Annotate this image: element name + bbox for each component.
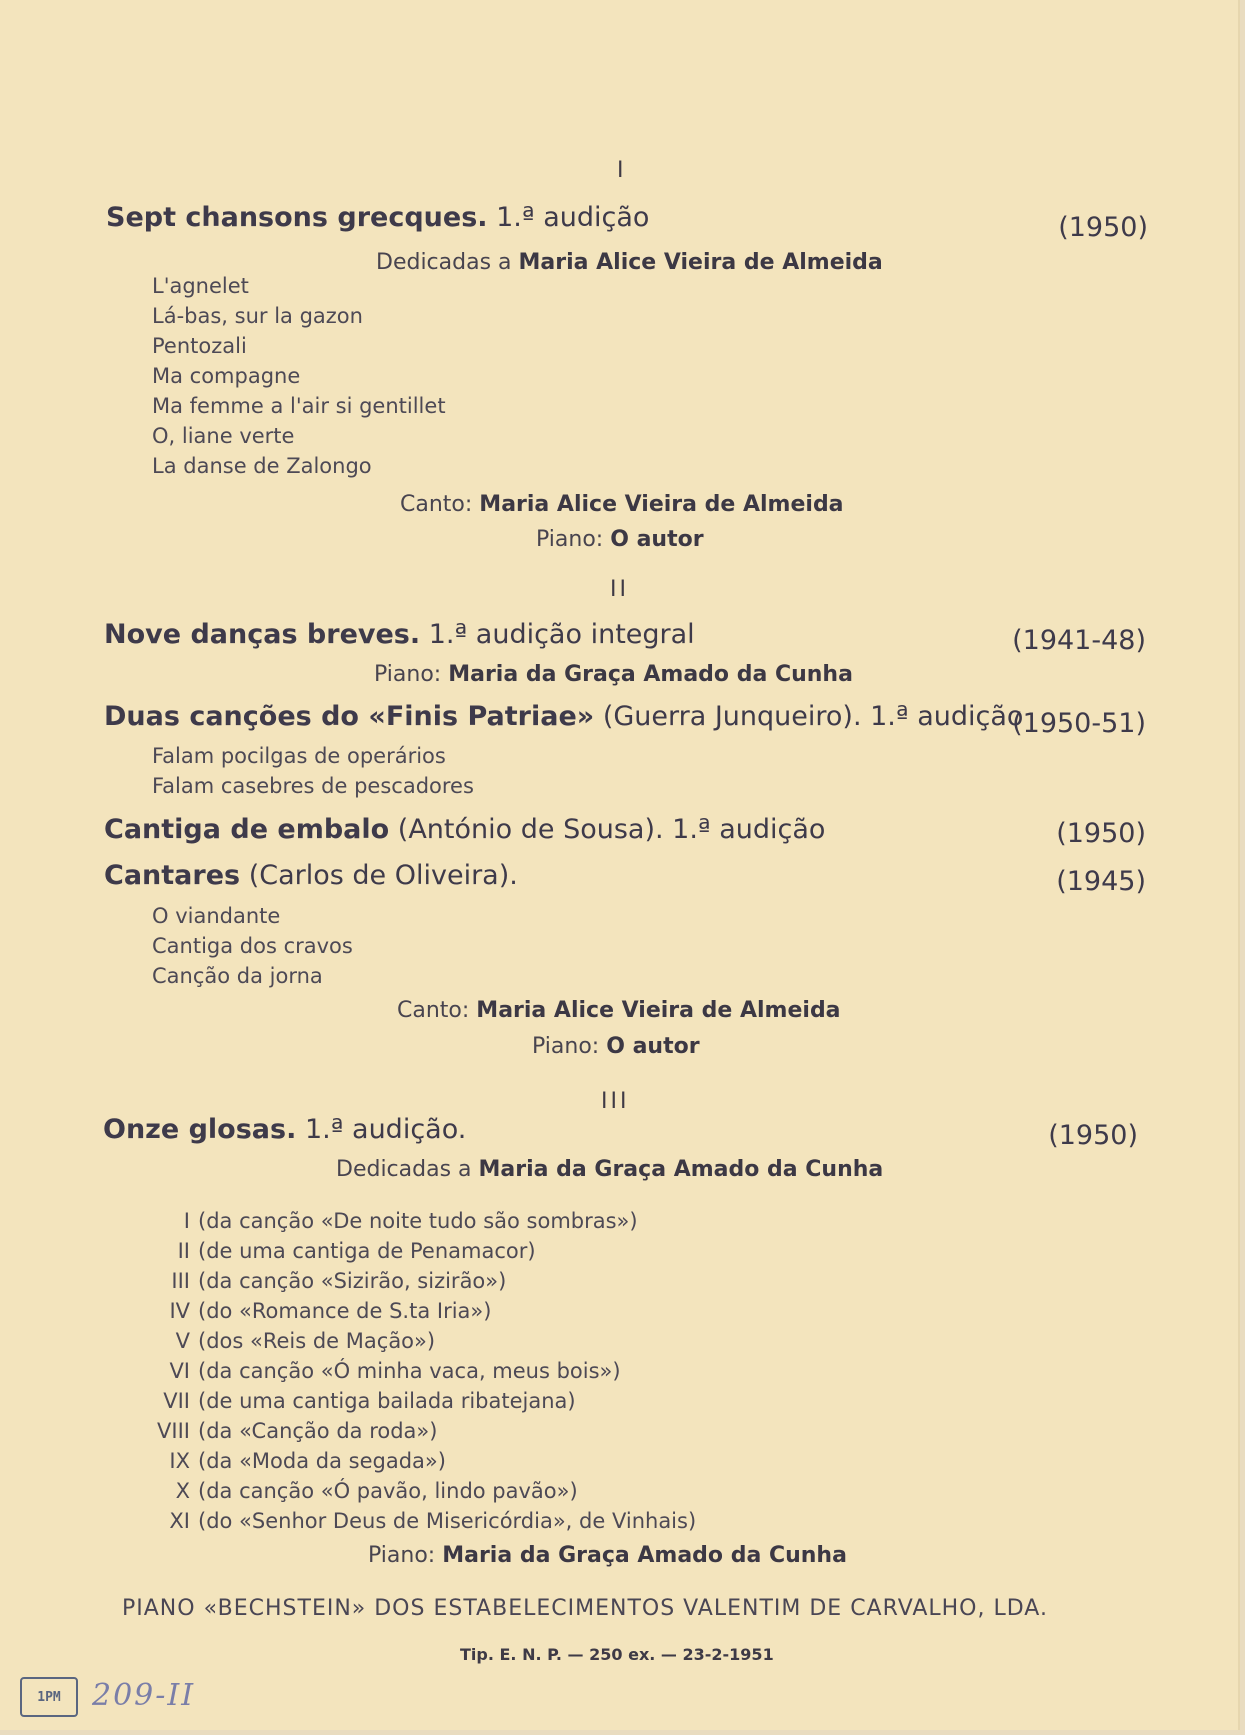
list-item: Falam pocilgas de operários	[152, 744, 446, 768]
work-year: (1945)	[1056, 866, 1146, 897]
performer-piano	[532, 1034, 700, 1059]
list-item: Cantiga dos cravos	[152, 934, 353, 958]
performer-piano	[536, 527, 704, 552]
work-note: 1.ª audição integral	[428, 619, 695, 650]
list-item	[140, 1236, 696, 1266]
performer-canto	[400, 492, 844, 517]
performer-label: Piano:	[532, 1034, 600, 1059]
glosa-text: (da «Canção da roda»)	[198, 1419, 438, 1443]
handwritten-reference: 209-II	[92, 1678, 196, 1713]
performer-canto	[397, 998, 841, 1023]
glosa-text: (da canção «Ó pavão, lindo pavão»)	[198, 1479, 578, 1503]
archive-stamp: 1PM	[20, 1677, 78, 1717]
glosa-number: IV	[169, 1299, 190, 1323]
glosa-text: (do «Senhor Deus de Misericórdia», de Vinhais)	[198, 1509, 697, 1533]
glosa-text: (da «Moda da segada»)	[198, 1449, 446, 1473]
work-title: Sept chansons grecques.	[106, 202, 488, 233]
list-item: Canção da jorna	[152, 964, 323, 988]
glosa-text: (da canção «Ó minha vaca, meus bois»)	[198, 1359, 621, 1383]
dedication	[336, 1157, 883, 1182]
work-year: (1950)	[1058, 212, 1148, 243]
performer-label: Piano:	[374, 662, 442, 687]
work-duas-cancoes	[104, 701, 1023, 732]
work-note: 1.ª audição	[496, 202, 650, 233]
work-title: Cantares	[104, 860, 241, 891]
performer-name: Maria Alice Vieira de Almeida	[479, 492, 844, 517]
performer-piano	[374, 662, 853, 687]
list-item	[140, 1446, 696, 1476]
list-item	[140, 1476, 696, 1506]
list-item	[140, 1206, 696, 1236]
dedication-prefix: Dedicadas a	[336, 1157, 472, 1182]
piano-notice: PIANO «BECHSTEIN» DOS ESTABELECIMENTOS VALENTIM DE CARVALHO, LDA.	[122, 1596, 1048, 1621]
performer-label: Canto:	[397, 998, 470, 1023]
work-year: (1941-48)	[1012, 625, 1146, 656]
work-year: (1950)	[1056, 818, 1146, 849]
dedication-prefix: Dedicadas a	[376, 250, 512, 275]
glosa-number: V	[175, 1329, 190, 1353]
list-item	[140, 1326, 696, 1356]
work-note: 1.ª audição.	[304, 1114, 467, 1145]
song-list	[152, 901, 353, 991]
glosa-number: II	[177, 1239, 190, 1263]
list-item	[140, 1356, 696, 1386]
dedication	[376, 250, 883, 275]
song-list	[152, 741, 474, 801]
performer-name: Maria da Graça Amado da Cunha	[442, 1543, 847, 1568]
list-item	[140, 1416, 696, 1446]
list-item: Ma compagne	[152, 364, 301, 388]
glosa-number: III	[171, 1269, 190, 1293]
list-item: Ma femme a l'air si gentillet	[152, 394, 446, 418]
work-cantiga-embalo	[104, 814, 825, 845]
work-cantares	[104, 860, 518, 891]
glosa-text: (da canção «Sizirão, sizirão»)	[198, 1269, 507, 1293]
list-item: La danse de Zalongo	[152, 454, 372, 478]
list-item: L'agnelet	[152, 274, 249, 298]
performer-name: O autor	[610, 527, 704, 552]
work-title: Cantiga de embalo	[104, 814, 390, 845]
work-note: (Guerra Junqueiro). 1.ª audição	[602, 701, 1024, 732]
work-note: (Carlos de Oliveira).	[248, 860, 518, 891]
glosa-list	[140, 1206, 696, 1536]
performer-piano	[368, 1543, 847, 1568]
work-nove-dancas	[104, 619, 695, 650]
performer-name: Maria da Graça Amado da Cunha	[448, 662, 853, 687]
section-3-numeral: III	[601, 1089, 630, 1114]
performer-name: Maria Alice Vieira de Almeida	[476, 998, 841, 1023]
list-item	[140, 1296, 696, 1326]
list-item: Falam casebres de pescadores	[152, 774, 474, 798]
glosa-number: X	[175, 1479, 190, 1503]
work-title: Duas canções do «Finis Patriae»	[104, 701, 595, 732]
glosa-number: VIII	[157, 1419, 190, 1443]
performer-label: Canto:	[400, 492, 473, 517]
list-item	[140, 1266, 696, 1296]
performer-name: O autor	[606, 1034, 700, 1059]
list-item: Pentozali	[152, 334, 247, 358]
glosa-number: VI	[169, 1359, 190, 1383]
section-1-numeral: I	[617, 158, 627, 183]
list-item	[140, 1506, 696, 1536]
list-item: O, liane verte	[152, 424, 295, 448]
work-note: (António de Sousa). 1.ª audição	[397, 814, 826, 845]
list-item: O viandante	[152, 904, 281, 928]
glosa-number: VII	[163, 1389, 190, 1413]
glosa-text: (de uma cantiga de Penamacor)	[198, 1239, 536, 1263]
list-item	[140, 1386, 696, 1416]
glosa-text: (de uma cantiga bailada ribatejana)	[198, 1389, 576, 1413]
work-sept-chansons	[106, 202, 649, 233]
glosa-text: (do «Romance de S.ta Iria»)	[198, 1299, 492, 1323]
list-item: Lá-bas, sur la gazon	[152, 304, 363, 328]
work-title: Onze glosas.	[103, 1114, 297, 1145]
work-year: (1950-51)	[1012, 708, 1146, 739]
work-onze-glosas	[103, 1114, 466, 1145]
section-2-numeral: II	[610, 577, 629, 602]
dedication-name: Maria Alice Vieira de Almeida	[518, 250, 883, 275]
glosa-number: I	[183, 1209, 190, 1233]
performer-label: Piano:	[536, 527, 604, 552]
glosa-text: (da canção «De noite tudo são sombras»)	[198, 1209, 638, 1233]
glosa-number: IX	[169, 1449, 190, 1473]
work-title: Nove danças breves.	[104, 619, 421, 650]
dedication-name: Maria da Graça Amado da Cunha	[478, 1157, 884, 1182]
printer-imprint: Tip. E. N. P. — 250 ex. — 23-2-1951	[460, 1645, 774, 1664]
performer-label: Piano:	[368, 1543, 436, 1568]
work-year: (1950)	[1048, 1120, 1138, 1151]
glosa-text: (dos «Reis de Mação»)	[198, 1329, 436, 1353]
song-list	[152, 271, 446, 481]
glosa-number: XI	[169, 1509, 190, 1533]
